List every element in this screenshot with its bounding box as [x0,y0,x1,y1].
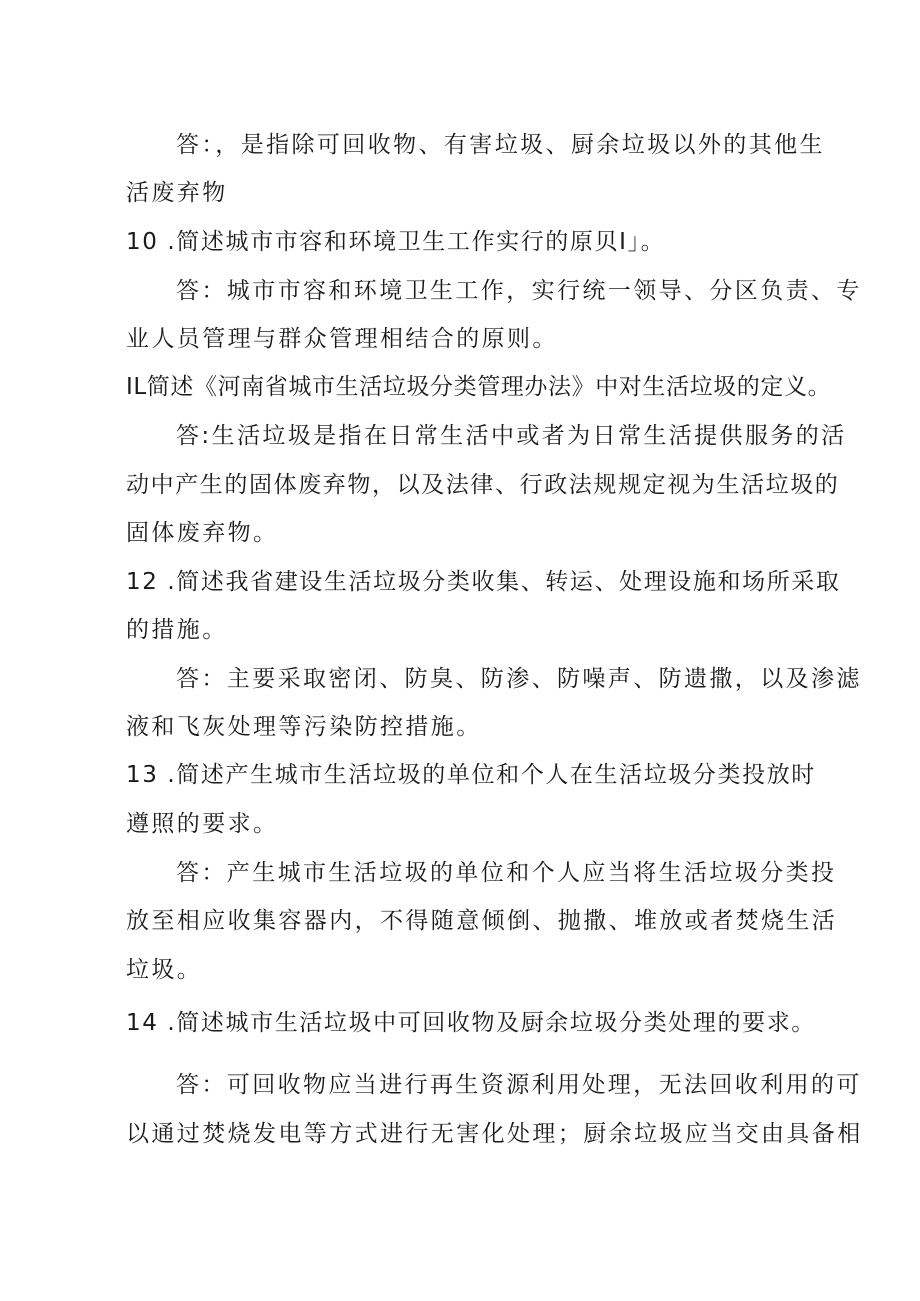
answer-14-line-1: 答：可回收物应当进行再生资源利用处理，无法回收利用的可 [176,1072,862,1098]
answer-10-line-2: 业人员管理与群众管理相结合的原则。 [126,326,558,352]
answer-12-line-1: 答：主要采取密闭、防臭、防渗、防噪声、防遗撒，以及渗滤 [176,666,862,692]
answer-9-line-2: 活废弃物 [126,180,228,206]
question-12-line-1: 12 .简述我省建设生活垃圾分类收集、转运、处理设施和场所采取 [126,569,841,595]
answer-11-line-1: 答:生活垃圾是指在日常生活中或者为日常生活提供服务的活 [176,423,847,449]
question-11: IL简述《河南省城市生活垃圾分类管理办法》中对生活垃圾的定义。 [126,374,832,400]
answer-13-line-1: 答：产生城市生活垃圾的单位和个人应当将生活垃圾分类投 [176,860,837,886]
answer-11-line-2: 动中产生的固体废弃物，以及法律、行政法规规定视为生活垃圾的 [126,472,840,498]
answer-13-line-2: 放至相应收集容器内，不得随意倾倒、抛撒、堆放或者焚烧生活 [126,908,838,934]
answer-13-line-3: 垃圾。 [126,957,203,983]
answer-10-line-1: 答：城市市容和环境卫生工作，实行统一领导、分区负责、专 [176,278,862,304]
answer-12-line-2: 液和飞灰处理等污染防控措施。 [126,714,482,740]
question-12-line-2: 的措施。 [126,617,228,643]
question-10: 10 .简述城市市容和环境卫生工作实行的原贝I」。 [126,229,666,255]
answer-14-line-2: 以通过焚烧发电等方式进行无害化处理；厨余垃圾应当交由具备相 [126,1121,863,1147]
question-13-line-2: 遵照的要求。 [126,811,279,837]
question-14: 14 .简述城市生活垃圾中可回收物及厨余垃圾分类处理的要求。 [126,1010,816,1036]
answer-9-line-1: 答：，是指除可回收物、有害垃圾、厨余垃圾以外的其他生 [176,132,825,158]
question-13-line-1: 13 .简述产生城市生活垃圾的单位和个人在生活垃圾分类投放时 [126,762,816,788]
answer-11-line-3: 固体废弃物。 [126,520,279,546]
